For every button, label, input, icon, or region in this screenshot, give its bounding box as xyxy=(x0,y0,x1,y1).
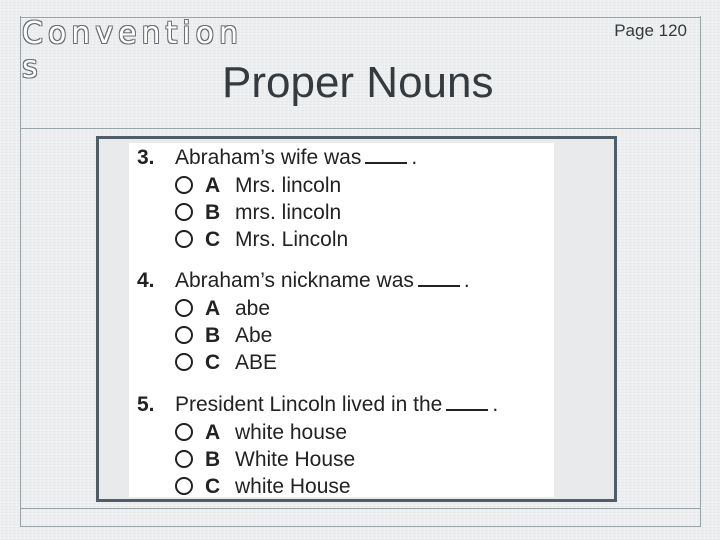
option-a[interactable] xyxy=(175,295,270,322)
option-letter: A xyxy=(205,174,221,197)
answer-bubble[interactable] xyxy=(175,423,193,441)
option-text: white house xyxy=(235,421,348,444)
header-divider-line xyxy=(20,128,701,129)
answer-blank xyxy=(365,145,407,164)
bottom-border-line xyxy=(20,526,701,527)
question-number: 5. xyxy=(137,393,155,416)
option-c[interactable] xyxy=(175,473,351,500)
footer-divider-line xyxy=(20,508,701,509)
slide-title: Proper Nouns xyxy=(222,58,494,107)
answer-bubble[interactable] xyxy=(175,299,193,317)
option-c[interactable] xyxy=(175,349,277,376)
question-text: Abraham’s wife was xyxy=(175,146,362,169)
option-a[interactable] xyxy=(175,419,347,446)
option-c[interactable] xyxy=(175,226,348,253)
option-b[interactable] xyxy=(175,322,272,349)
option-letter: A xyxy=(205,297,221,320)
option-letter: B xyxy=(205,201,221,224)
answer-bubble[interactable] xyxy=(175,353,193,371)
question-end: . xyxy=(492,393,499,416)
option-letter: B xyxy=(205,324,221,347)
option-letter: C xyxy=(205,351,221,374)
question-stem xyxy=(137,144,417,172)
option-text: white House xyxy=(235,475,351,498)
option-letter: C xyxy=(205,475,221,498)
question-number: 4. xyxy=(137,269,155,292)
question-stem xyxy=(137,391,498,419)
section-label: Conventions xyxy=(22,16,244,85)
answer-blank xyxy=(418,268,460,287)
left-border-line xyxy=(20,16,21,526)
worksheet-image xyxy=(129,143,554,497)
option-text: ABE xyxy=(235,351,278,374)
option-a[interactable] xyxy=(175,172,341,199)
option-letter: A xyxy=(205,421,221,444)
question-number: 3. xyxy=(137,146,155,169)
answer-bubble[interactable] xyxy=(175,326,193,344)
question-end: . xyxy=(411,146,418,169)
question-end: . xyxy=(463,269,470,292)
option-letter: B xyxy=(205,448,221,471)
option-letter: C xyxy=(205,228,221,251)
option-text: Abe xyxy=(235,324,273,347)
option-text: abe xyxy=(235,297,271,320)
option-text: mrs. lincoln xyxy=(235,201,342,224)
answer-blank xyxy=(446,392,488,411)
question-text: President Lincoln lived in the xyxy=(175,393,443,416)
question-stem xyxy=(137,267,470,295)
right-border-line xyxy=(700,16,701,526)
option-b[interactable] xyxy=(175,446,355,473)
option-text: Mrs. lincoln xyxy=(235,174,342,197)
answer-bubble[interactable] xyxy=(175,176,193,194)
answer-bubble[interactable] xyxy=(175,477,193,495)
answer-bubble[interactable] xyxy=(175,203,193,221)
option-text: White House xyxy=(235,448,356,471)
answer-bubble[interactable] xyxy=(175,450,193,468)
option-text: Mrs. Lincoln xyxy=(235,228,349,251)
question-text: Abraham’s nickname was xyxy=(175,269,414,292)
option-b[interactable] xyxy=(175,199,341,226)
page-number: Page 120 xyxy=(614,21,687,40)
answer-bubble[interactable] xyxy=(175,230,193,248)
